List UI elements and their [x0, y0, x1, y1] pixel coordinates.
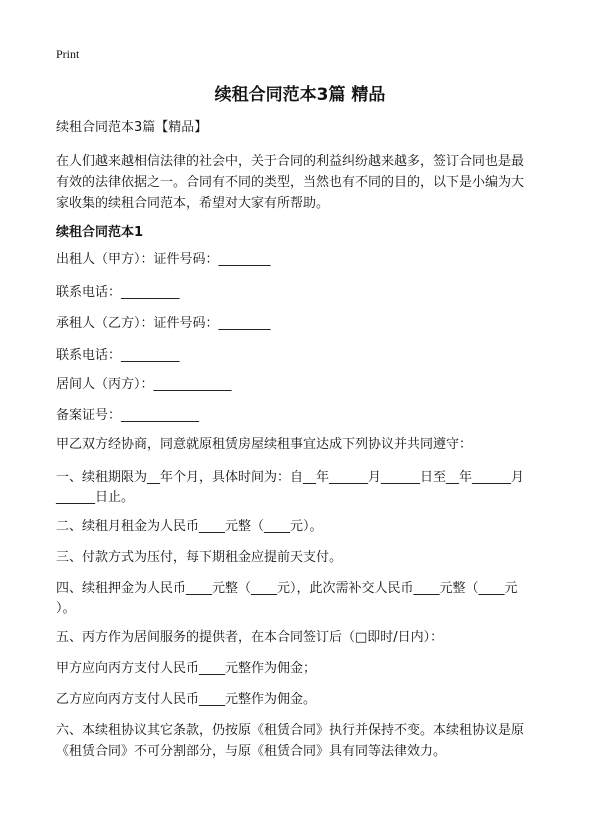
lessor-line: 出租人（甲方）：证件号码：________	[56, 252, 271, 267]
clause-2: 二、续租月租金为人民币____元整（____元）。	[56, 519, 323, 534]
intro-line-3: 家收集的续租合同范本，希望对大家有所帮助。	[56, 196, 330, 211]
lessor-phone-line: 联系电话：_________	[56, 285, 180, 300]
intro-line-2: 有效的法律依据之一。合同有不同的类型，当然也有不同的目的，以下是小编为大	[56, 175, 525, 190]
document-title: 续租合同范本3篇 精品	[214, 85, 386, 105]
clause-4-line-2: ）。	[56, 601, 76, 616]
intro-line-1: 在人们越来越相信法律的社会中，关于合同的利益纠纷越来越多，签订合同也是最	[56, 154, 525, 169]
clause-6-line-1: 六、本续租协议其它条款，仍按原《租赁合同》执行并保持不变。本续租协议是原	[56, 723, 525, 738]
intermediary-line: 居间人（丙方）：____________	[56, 377, 232, 392]
document-subtitle: 续租合同范本3篇【精品】	[56, 120, 208, 135]
section-heading: 续租合同范本1	[56, 225, 144, 240]
clause-1-line-1: 一、续租期限为__年个月，具体时间为：自__年______月______日至__年______月	[56, 470, 525, 485]
clause-5-party-a: 甲方应向丙方支付人民币____元整作为佣金；	[56, 661, 317, 676]
clause-4-line-1: 四、续租押金为人民币____元整（____元），此次需补交人民币____元整（____元	[56, 581, 518, 596]
lessee-phone-line: 联系电话：_________	[56, 348, 180, 363]
clause-5-party-b: 乙方应向丙方支付人民币____元整作为佣金。	[56, 692, 317, 707]
print-label: Print	[56, 47, 80, 61]
clause-6-line-2: 《租赁合同》不可分割部分，与原《租赁合同》具有同等法律效力。	[56, 744, 447, 759]
lessee-line: 承租人（乙方）：证件号码：________	[56, 316, 271, 331]
clause-1-line-2: ______日止。	[56, 490, 135, 505]
clause-5: 五、丙方作为居间服务的提供者，在本合同签订后（□即时/日内）：	[56, 630, 444, 645]
agreement-intro: 甲乙双方经协商，同意就原租赁房屋续租事宜达成下列协议并共同遵守：	[56, 437, 473, 452]
record-number-line: 备案证号：____________	[56, 408, 200, 423]
clause-3: 三、付款方式为压付，每下期租金应提前天支付。	[56, 550, 343, 565]
